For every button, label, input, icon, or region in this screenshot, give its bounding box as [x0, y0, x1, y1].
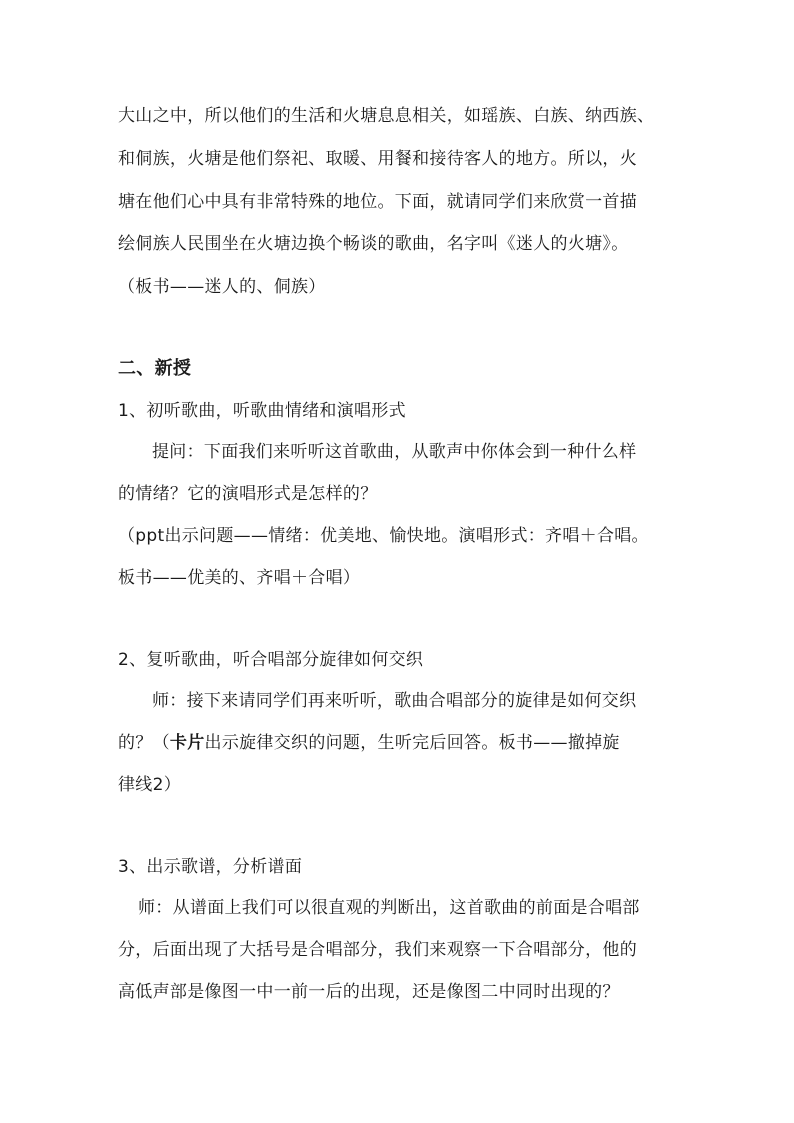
intro-line-3: 塘在他们心中具有非常特殊的地位。下面，就请同学们来欣赏一首描	[118, 192, 637, 212]
step3-title: 3、出示歌谱，分析谱面	[118, 857, 303, 877]
step3-line-1: 师：从谱面上我们可以很直观的判断出，这首歌曲的前面是合唱部	[138, 898, 640, 918]
section-heading-new-lesson: 二、新授	[118, 358, 192, 379]
step2-line-2-prefix: 的？（	[118, 733, 170, 753]
step3-line-2: 分，后面出现了大括号是合唱部分，我们来观察一下合唱部分，他的	[118, 940, 637, 960]
step2-line-2-suffix: 出示旋律交织的问题，生听完后回答。板书——撤掉旋	[204, 733, 620, 753]
intro-line-2: 和侗族，火塘是他们祭祀、取暖、用餐和接待客人的地方。所以，火	[118, 149, 637, 169]
intro-line-1: 大山之中，所以他们的生活和火塘息息相关，如瑶族、白族、纳西族、	[118, 106, 655, 126]
step1-answer-line-2: 板书——优美的、齐唱＋合唱）	[118, 568, 361, 588]
step2-card-keyword: 卡片	[169, 733, 205, 753]
step2-title: 2、复听歌曲，听合唱部分旋律如何交织	[118, 650, 424, 670]
step3-line-3: 高低声部是像图一中一前一后的出现，还是像图二中同时出现的？	[118, 982, 620, 1002]
step1-title: 1、初听歌曲，听歌曲情绪和演唱形式	[118, 401, 406, 421]
step1-question-line-2: 的情绪？它的演唱形式是怎样的？	[118, 484, 378, 504]
step2-line-1: 师：接下来请同学们再来听听，歌曲合唱部分的旋律是如何交织	[152, 691, 637, 711]
step1-answer-line-1: （ppt出示问题——情绪：优美地、愉快地。演唱形式：齐唱＋合唱。	[118, 526, 649, 546]
step2-line-2	[118, 731, 620, 755]
intro-line-5: （板书——迷人的、侗族）	[118, 277, 326, 297]
step2-line-3: 律线2）	[118, 775, 182, 795]
intro-line-4: 绘侗族人民围坐在火塘边换个畅谈的歌曲，名字叫《迷人的火塘》。	[118, 234, 629, 254]
step1-question-line-1: 提问：下面我们来听听这首歌曲，从歌声中你体会到一种什么样	[152, 442, 637, 462]
